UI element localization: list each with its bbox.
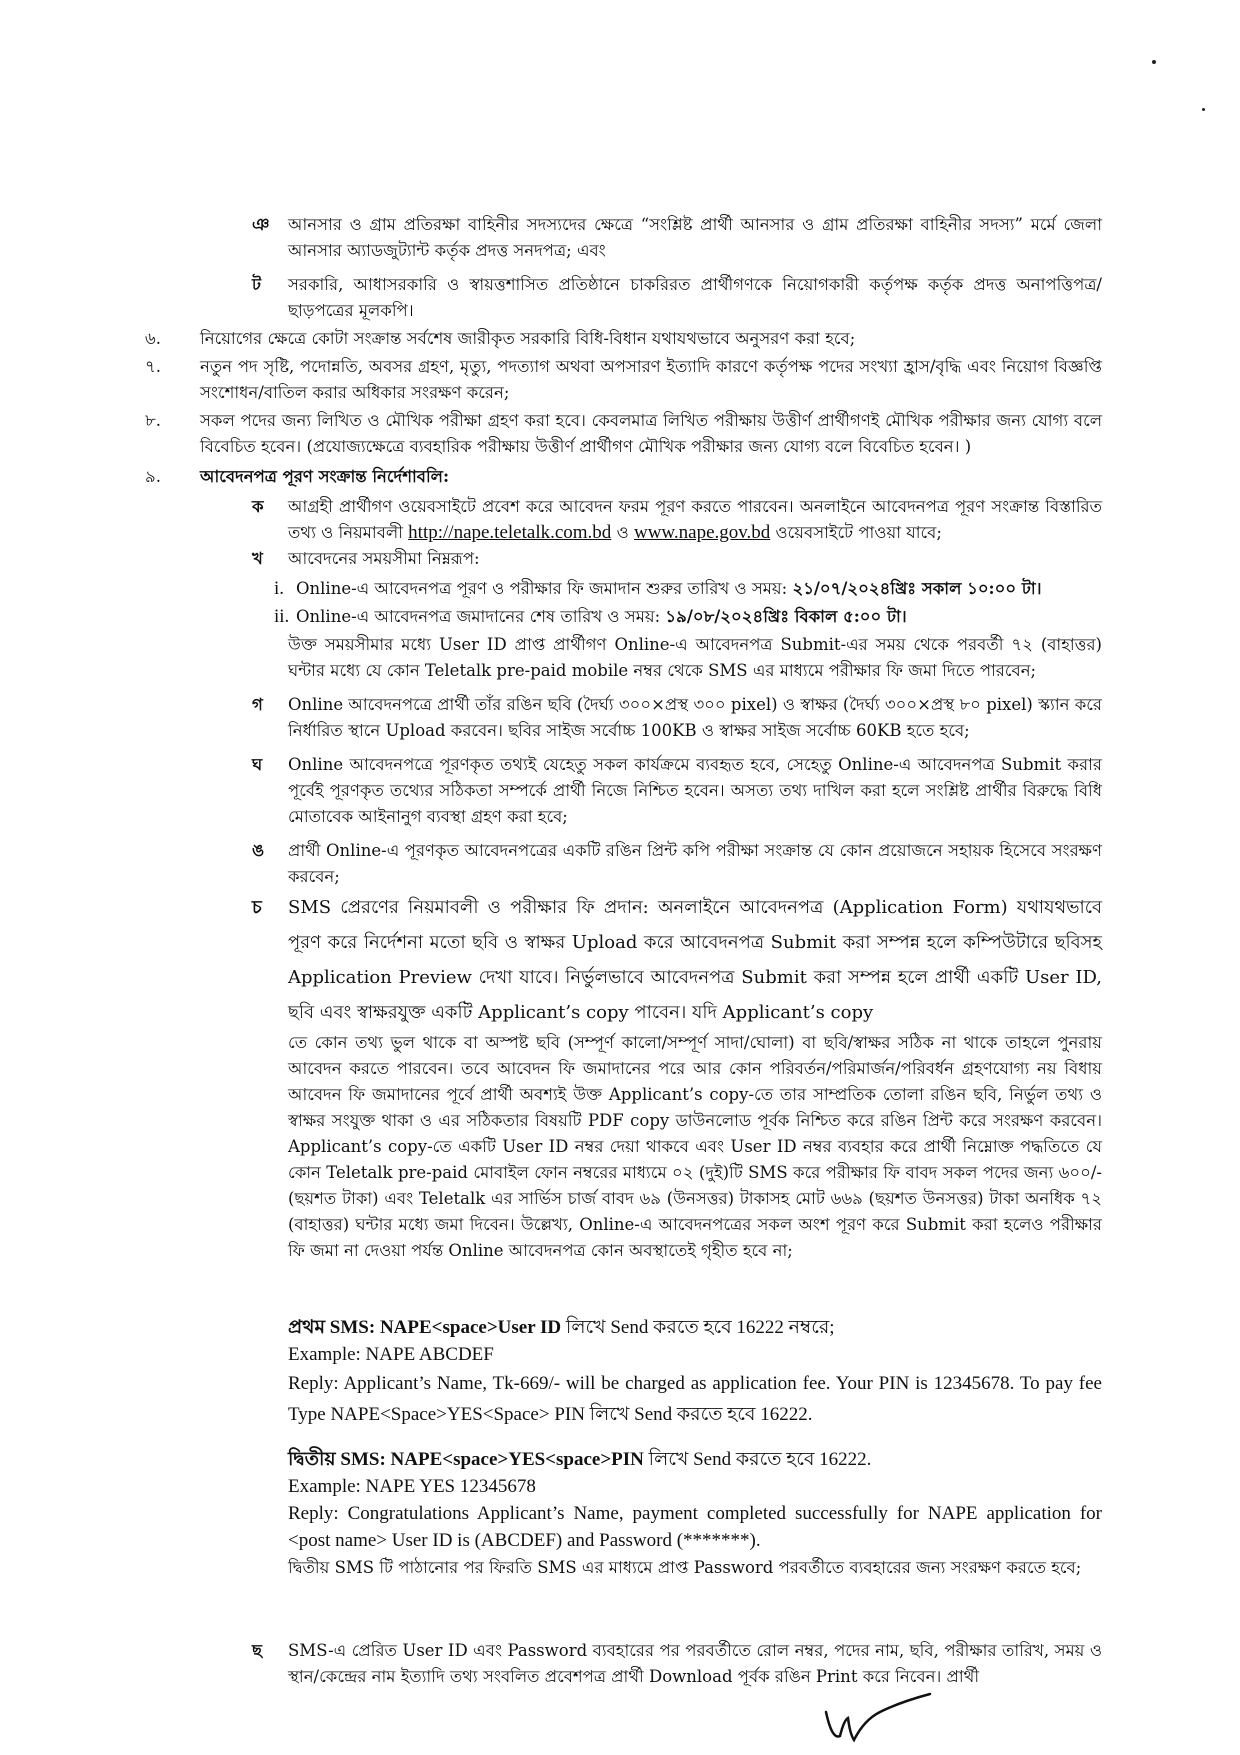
item-text: SMS প্রেরণের নিয়মাবলী ও পরীক্ষার ফি প্রদান: অনলাইনে আবেদনপত্র (Application Form) যথাযথভাবে পূরণ করে নির্দেশনা মতো ছবি ও স্বাক্ষর Upload করে আবেদনপত্র Submit করা সম্পন্ন হলে কম্পিউটারে ছবিসহ Application Preview দেখা যাবে। নির্ভুলভাবে আবেদনপত্র Submit করা সম্পন্ন হলে প্রার্থী একটি User ID, ছবি এবং স্বাক্ষরযুক্ত একটি Applicant’s copy পাবেন। যদি Applicant’s copy xyxy=(288,897,1102,1023)
item-text: তে কোন তথ্য ভুল থাকে বা অস্পষ্ট ছবি (সম্পূর্ণ কালো/সম্পূর্ণ সাদা/ঘোলা) বা ছবি/স্বাক্ষর সঠিক না থাকে তাহলে পুনরায় আবেদন করতে পারবেন। তবে আবেদন ফি জমাদানের পরে আর কোন পরিবর্তন/পরিমার্জন/পরিবর্ধন গ্রহণযোগ্য নয় বিধায় আবেদন ফি জমাদানের পূর্বে প্রার্থী অবশ্যই উক্ত Applicant’s copy-তে তার সাম্প্রতিক তোলা রঙিন ছবি, নির্ভুল তথ্য ও স্বাক্ষর সংযুক্ত থাকা ও এর সঠিকতার বিষয়টি PDF copy ডাউনলোড পূর্বক নিশ্চিত করে রঙিন প্রিন্ট করে সংরক্ষণ করবেন। Applicant’s copy-তে একটি User ID নম্বর দেয়া থাকবে এবং User ID নম্বর ব্যবহার করে প্রার্থী নিম্নোক্ত পদ্ধতিতে যে কোন Teletalk pre-paid মোবাইল ফোন নম্বরের মাধ্যমে ০২ (দুই)টি SMS করে পরীক্ষার ফি বাবদ সকল পদের জন্য ৬০০/- (ছয়শত টাকা) এবং Teletalk এর সার্ভিস চার্জ বাবদ ৬৯ (উনসত্তর) টাকাসহ মোট ৬৬৯ (ছয়শত উনসত্তর) টাকা অনধিক ৭২ (বাহাত্তর) ঘন্টার মধ্যে জমা দিবেন। উল্লেখ্য, Online-এ আবেদনপত্রের সকল অংশ পূরণ করে Submit করা হলেও পরীক্ষার ফি জমা না দেওয়া পর্যন্ত Online আবেদনপত্র কোন অবস্থাতেই গৃহীত হবে না; xyxy=(288,1033,1102,1260)
deadline-date: ১৯/০৮/২০২৪খ্রিঃ বিকাল ৫:০০ টা। xyxy=(665,607,907,626)
deadline-label: Online-এ আবেদনপত্র জমাদানের শেষ তারিখ ও সময়: xyxy=(296,607,661,626)
section-heading: আবেদনপত্র পূরণ সংক্রান্ত নির্দেশাবলি: xyxy=(200,467,450,486)
deadline-note xyxy=(288,632,1102,684)
item-text: Online আবেদনপত্রে প্রার্থী তাঁর রঙিন ছবি (দৈর্ঘ্য ৩০০×প্রস্থ ৩০০ pixel) ও স্বাক্ষর (দৈর্ঘ্য ৩০০×প্রস্থ ৮০ pixel) স্ক্যান করে নির্ধারিত স্থানে Upload করবেন। ছবির সাইজ সর্বোচ্চ 100KB ও স্বাক্ষর সাইজ সর্বোচ্চ 60KB হতে হবে; xyxy=(288,695,1102,740)
nape-gov-link[interactable]: www.nape.gov.bd xyxy=(633,522,771,543)
sms-first-block xyxy=(288,1314,1102,1430)
item-marker: ঙ xyxy=(252,841,265,860)
item-gha xyxy=(252,752,1102,830)
item-cha-lead xyxy=(252,890,1102,1030)
item-umo xyxy=(252,838,1102,890)
clause-9 xyxy=(145,464,1102,490)
signature-mark xyxy=(820,1690,940,1750)
clause-text: নিয়োগের ক্ষেত্রে কোটা সংক্রান্ত সর্বশেষ জারীকৃত সরকারি বিধি-বিধান যথাযথভাবে অনুসরণ করা হবে; xyxy=(200,329,856,348)
item-marker: ঘ xyxy=(252,755,263,774)
sms-reply: Reply: Applicant’s Name, Tk-669/- will be charged as application fee. Your PIN is 12345678. To pay fee Type NAPE<Space>YES<Space> PIN লিখে Send করতে হবে 16222. xyxy=(288,1373,1102,1425)
item-nio xyxy=(252,212,1102,264)
item-cha-body xyxy=(288,1030,1102,1264)
item-text: উক্ত সময়সীমার মধ্যে User ID প্রাপ্ত প্রার্থীগণ Online-এ আবেদনপত্র Submit-এর সময় থেকে পরবর্তী ৭২ (বাহাত্তর) ঘন্টার মধ্যে যে কোন Teletalk pre-paid mobile নম্বর থেকে SMS এর মাধ্যমে পরীক্ষার ফি জমা দিতে পারবেন; xyxy=(288,635,1102,680)
sms-note: দ্বিতীয় SMS টি পাঠানোর পর ফিরতি SMS এর মাধ্যমে প্রাপ্ত Password পরবর্তীতে ব্যবহারের জন্য সংরক্ষণ করতে হবে; xyxy=(288,1558,1082,1577)
item-marker: খ xyxy=(252,549,263,568)
item-marker: ট xyxy=(252,275,261,294)
deadline-start xyxy=(274,576,1102,602)
sms-label: প্রথম xyxy=(288,1317,326,1338)
clause-text: সকল পদের জন্য লিখিত ও মৌখিক পরীক্ষা গ্রহণ করা হবে। কেবলমাত্র লিখিত পরীক্ষায় উত্তীর্ণ প্রার্থীগণই মৌখিক পরীক্ষার জন্য যোগ্য বলে বিবেচিত হবেন। (প্রযোজ্যক্ষেত্রে ব্যবহারিক পরীক্ষায় উত্তীর্ণ প্রার্থীগণ মৌখিক পরীক্ষার জন্য যোগ্য বলে বিবেচিত হবেন। ) xyxy=(200,411,1102,456)
teletalk-link[interactable]: http://nape.teletalk.com.bd xyxy=(408,522,612,543)
item-text: প্রার্থী Online-এ পূরণকৃত আবেদনপত্রের একটি রঙিন প্রিন্ট কপি পরীক্ষা সংক্রান্ত যে কোন প্রয়োজনে সহায়ক হিসেবে সংরক্ষণ করবেন; xyxy=(288,841,1102,886)
clause-text: নতুন পদ সৃষ্টি, পদোন্নতি, অবসর গ্রহণ, মৃত্যু, পদত্যাগ অথবা অপসারণ ইত্যাদি কারণে কর্তৃপক্ষ পদের সংখ্যা হ্রাস/বৃদ্ধি এবং নিয়োগ বিজ্ঞপ্তি সংশোধন/বাতিল করার অধিকার সংরক্ষণ করেন; xyxy=(200,357,1102,402)
item-marker: ছ xyxy=(252,1641,262,1660)
sms-second-block xyxy=(288,1446,1102,1581)
item-kha xyxy=(252,546,1102,572)
item-text: সরকারি, আধাসরকারি ও স্বায়ত্তশাসিত প্রতিষ্ঠানে চাকরিরত প্রার্থীগণকে নিয়োগকারী কর্তৃপক্ষ কর্তৃক প্রদত্ত অনাপত্তিপত্র/ ছাড়পত্রের মূলকপি। xyxy=(288,275,1102,320)
sms-example: Example: NAPE YES 12345678 xyxy=(288,1476,536,1497)
clause-number: ৯. xyxy=(145,467,161,486)
item-marker: চ xyxy=(252,897,262,918)
sms-example: Example: NAPE ABCDEF xyxy=(288,1344,494,1365)
deadline-label: Online-এ আবেদনপত্র পূরণ ও পরীক্ষার ফি জমাদান শুরুর তারিখ ও সময়: xyxy=(296,579,788,598)
clause-7 xyxy=(145,354,1102,406)
item-text: SMS-এ প্রেরিত User ID এবং Password ব্যবহারের পর পরবর্তীতে রোল নম্বর, পদের নাম, ছবি, পরীক্ষার তারিখ, সময় ও স্থান/কেন্দ্রের নাম ইত্যাদি তথ্য সংবলিত প্রবেশপত্র প্রার্থী Download পূর্বক রঙিন Print করে নিবেন। প্রার্থী xyxy=(288,1641,1102,1686)
deadline-date: ২১/০৭/২০২৪খ্রিঃ সকাল ১০:০০ টা। xyxy=(792,579,1042,598)
sms-second-command xyxy=(288,1446,1102,1473)
clause-8 xyxy=(145,408,1102,460)
item-chha xyxy=(252,1638,1102,1690)
sms-reply: Reply: Congratulations Applicant’s Name, payment completed successfully for NAPE application for <post name> User ID is (ABCDEF) and Password (*******). xyxy=(288,1503,1102,1551)
roman-number: ii. xyxy=(274,606,290,627)
item-text: Online আবেদনপত্রে পূরণকৃত তথ্যই যেহেতু সকল কার্যক্রমে ব্যবহৃত হবে, সেহেতু Online-এ আবেদনপত্র Submit করার পূর্বেই পূরণকৃত তথ্যের সঠিকতা সম্পর্কে প্রার্থী নিজে নিশ্চিত হবেন। অসত্য তথ্য দাখিল করা হলে সংশ্লিষ্ট প্রার্থীর বিরুদ্ধে বিধি মোতাবেক আইনানুগ ব্যবস্থা গ্রহণ করা হবে; xyxy=(288,755,1102,826)
sms-label: দ্বিতীয় xyxy=(288,1449,336,1470)
clause-number: ৮. xyxy=(145,411,161,430)
item-text: আগ্রহী প্রার্থীগণ ওয়েবসাইটে প্রবেশ করে আবেদন ফরম পূরণ করতে পারবেন। অনলাইনে আবেদনপত্র পূরণ সংক্রান্ত বিস্তারিত তথ্য ও নিয়মাবলী xyxy=(288,497,1102,542)
sms-first-command xyxy=(288,1314,1102,1341)
clause-number: ৬. xyxy=(145,329,161,348)
sms-command: SMS: NAPE<space>YES<space>PIN xyxy=(340,1449,644,1470)
item-text: আনসার ও গ্রাম প্রতিরক্ষা বাহিনীর সদস্যদের ক্ষেত্রে “সংশ্লিষ্ট প্রার্থী আনসার ও গ্রাম প্রতিরক্ষা বাহিনীর সদস্য” মর্মে জেলা আনসার অ্যাডজুট্যান্ট কর্তৃক প্রদত্ত সনদপত্র; এবং xyxy=(288,215,1102,260)
scan-speck xyxy=(1152,60,1156,64)
item-marker: ক xyxy=(252,497,264,516)
clause-6 xyxy=(145,326,1102,352)
item-text: আবেদনের সময়সীমা নিম্নরূপ: xyxy=(288,549,480,568)
item-marker: ঞ xyxy=(252,215,270,234)
sms-send: লিখে Send করতে হবে 16222. xyxy=(648,1449,872,1470)
item-ta xyxy=(252,272,1102,324)
scan-speck xyxy=(1202,108,1205,111)
item-ka xyxy=(252,494,1102,546)
item-ga xyxy=(252,692,1102,744)
item-text: ও xyxy=(616,523,629,542)
sms-command: SMS: NAPE<space>User ID xyxy=(329,1317,562,1338)
clause-number: ৭. xyxy=(145,357,161,376)
sms-send: লিখে Send করতে হবে 16222 নম্বরে; xyxy=(565,1317,835,1338)
deadline-end xyxy=(274,604,1102,630)
item-marker: গ xyxy=(252,695,263,714)
item-text: ওয়েবসাইটে পাওয়া যাবে; xyxy=(775,523,942,542)
roman-number: i. xyxy=(274,578,285,599)
